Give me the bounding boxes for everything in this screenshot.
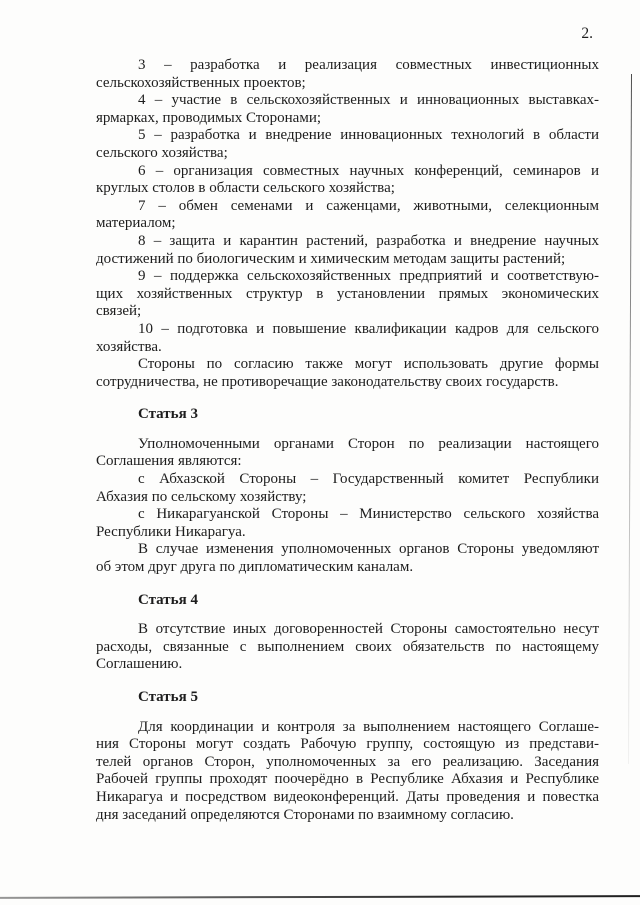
list-item	[96, 127, 599, 162]
text-line: Рабочей группы проходят поочерёдно в Республике Абхазия и Республике	[96, 771, 599, 788]
text-line: достижений по биологическим и химическим методам защиты растений;	[96, 250, 566, 267]
text-line: 3 – разработка и реализация совместных инвестиционных	[138, 57, 599, 73]
text-line: Никарагуа и посредством видеоконференций. Даты проведения и повестка	[96, 788, 599, 805]
text-line: Республики Никарагуа.	[96, 523, 246, 540]
text-line: расходы, связанные с выполнением своих обязательств по настоящему	[96, 638, 599, 655]
text-line: сельскохозяйственных проектов;	[96, 74, 306, 91]
list-item	[96, 198, 599, 233]
text-line: 9 – поддержка сельскохозяйственных предприятий и соответствую-	[138, 268, 599, 285]
text-line: Соглашения являются:	[96, 453, 242, 470]
paragraph	[96, 436, 599, 471]
text-line: дня заседаний определяются Сторонами по взаимному согласию.	[96, 806, 514, 823]
text-line: 8 – защита и карантин растений, разработка и внедрение научных	[138, 232, 599, 249]
list-item	[96, 321, 599, 356]
list-item	[96, 57, 599, 92]
text-line: ярмарках, проводимых Сторонами;	[96, 109, 322, 126]
text-line: 10 – подготовка и повышение квалификации кадров для сельского	[138, 320, 599, 337]
list-item	[96, 163, 599, 198]
list-item	[96, 268, 599, 321]
text-line: 5 – разработка и внедрение инновационных технологий в области	[138, 127, 599, 144]
paragraph	[96, 356, 599, 391]
text-line: материалом;	[96, 215, 176, 232]
text-line: об этом друг друга по дипломатическим каналам.	[96, 559, 414, 576]
article-heading: Статья 3	[138, 406, 198, 423]
scan-artifact-bottom-edge-line	[0, 895, 640, 899]
text-line: Абхазия по сельскому хозяйству;	[96, 488, 307, 505]
text-line: с Никарагуанской Стороны – Министерство сельского хозяйства	[138, 506, 599, 523]
text-line: В отсутствие иных договоренностей Стороны самостоятельно несут	[138, 621, 599, 638]
paragraph	[96, 471, 599, 506]
text-line: 6 – организация совместных научных конференций, семинаров и	[138, 162, 599, 179]
text-line: ния Стороны могут создать Рабочую группу, состоящую из представи-	[96, 736, 599, 753]
text-line: Соглашению.	[96, 656, 183, 673]
text-line: телей органов Сторон, уполномоченных за его реализацию. Заседания	[96, 753, 599, 770]
text-line: хозяйства.	[96, 338, 162, 355]
text-line: сельского хозяйства;	[96, 144, 228, 161]
article-heading: Статья 4	[138, 591, 198, 608]
text-line: В случае изменения уполномоченных органов Стороны уведомляют	[138, 541, 599, 558]
paragraph	[96, 506, 599, 541]
text-line: 4 – участие в сельскохозяйственных и инновационных выставках-	[138, 92, 599, 109]
text-line: связей;	[96, 303, 142, 320]
paragraph	[96, 621, 599, 674]
text-line: щих хозяйственных структур в установлении прямых экономических	[96, 285, 599, 302]
list-item	[96, 92, 599, 127]
text-line: Стороны по согласию также могут использовать другие формы	[138, 356, 599, 373]
document-body	[96, 57, 599, 824]
text-line: с Абхазской Стороны – Государственный комитет Республики	[138, 471, 599, 488]
text-line: 7 – обмен семенами и саженцами, животными, селекционным	[138, 197, 599, 214]
text-line: Для координации и контроля за выполнением настоящего Соглаше-	[138, 718, 599, 735]
text-line: Уполномоченными органами Сторон по реализации настоящего	[138, 435, 599, 452]
list-item	[96, 233, 599, 268]
paragraph	[96, 719, 599, 825]
page-number: 2.	[581, 25, 593, 42]
article-heading: Статья 5	[138, 689, 198, 705]
scan-artifact-vertical-line	[628, 74, 632, 764]
text-line: круглых столов в области сельского хозяйства;	[96, 180, 395, 197]
paragraph	[96, 541, 599, 576]
text-line: сотрудничества, не противоречащие законодательству своих государств.	[96, 373, 559, 390]
